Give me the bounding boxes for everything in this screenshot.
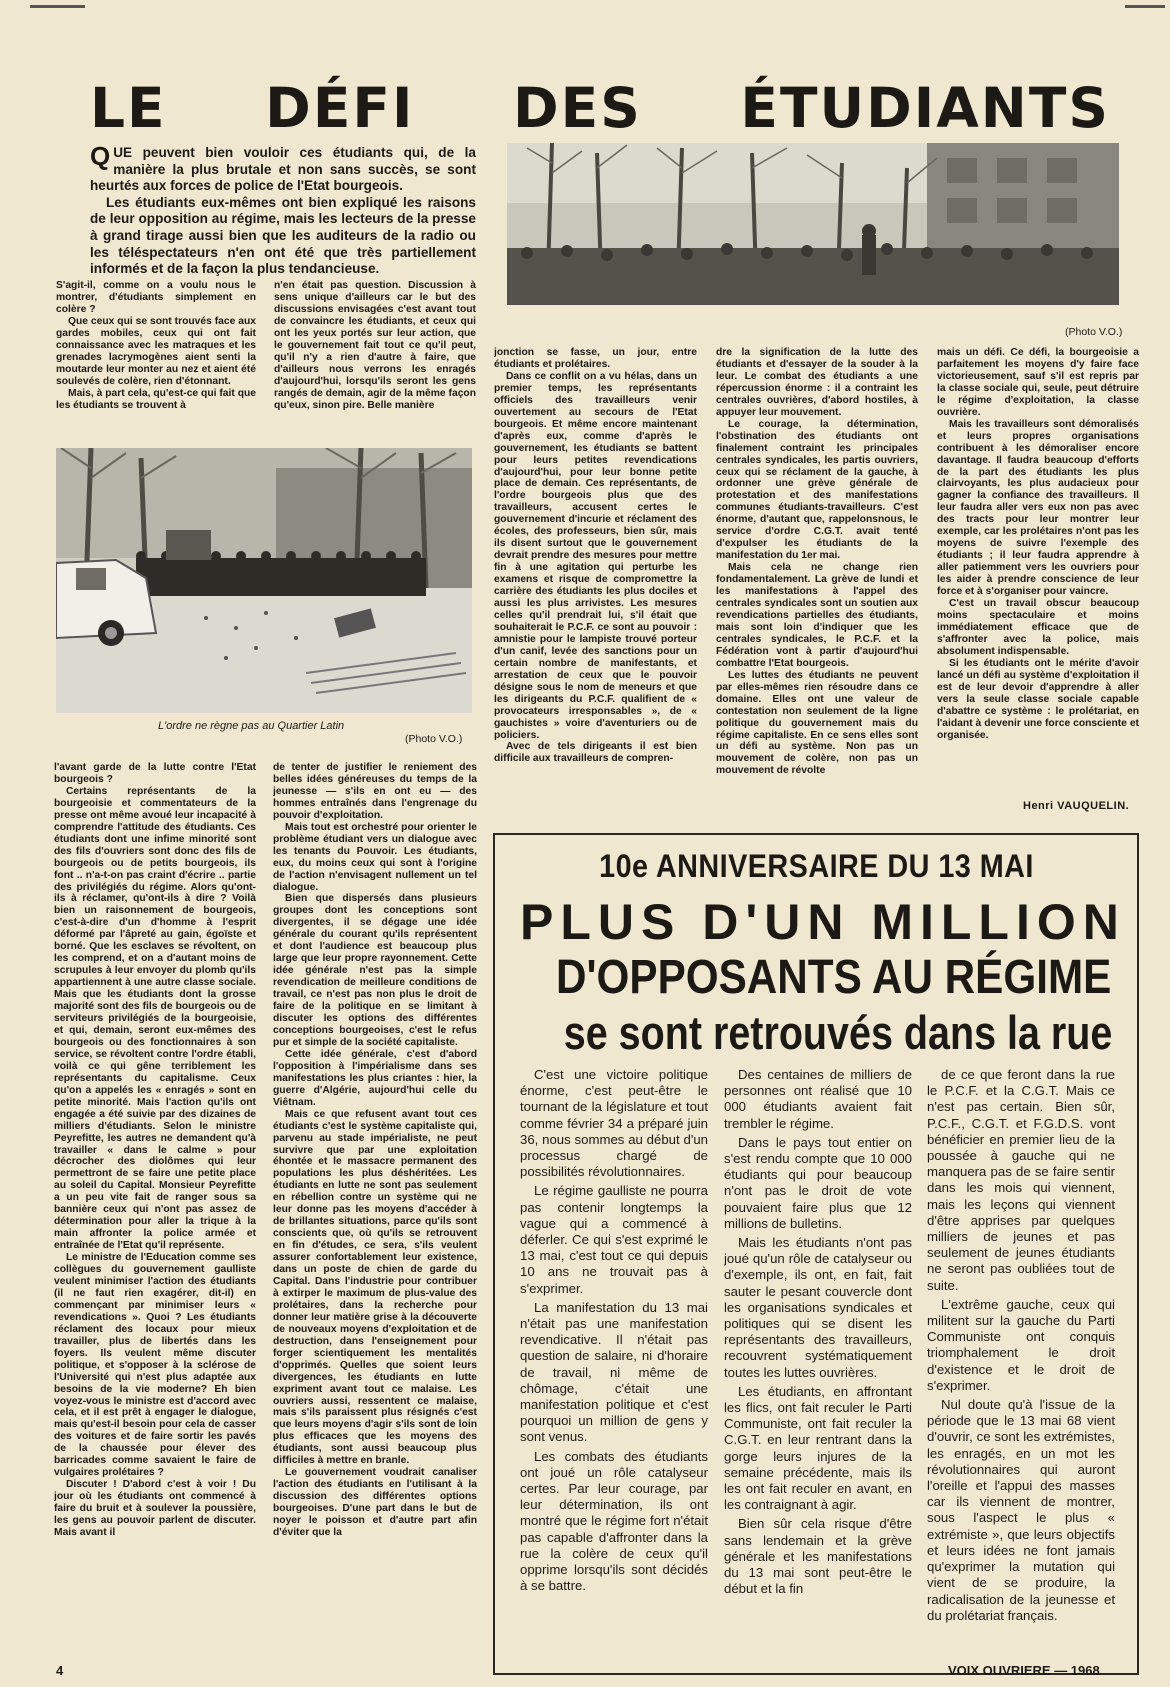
- paragraph: de tenter de justifier le reniement des belles idées généreuses du temps de la jeunesse — s'ils en ont eu — des hommes entraînés dans l'engrenage du pouvoir d'exploitation.: [273, 762, 477, 821]
- crowd-photo: [507, 143, 1119, 305]
- paragraph: C'est une victoire politique énorme, c'est peut-être le tournant de la législature et tout comme février 34 a préparé juin 36, nous sommes au début d'un processus chargé de possibilités révolutionnaires.: [520, 1067, 708, 1180]
- paragraph: dre la signification de la lutte des étudiants et d'essayer de la souder à la leur. Le combat des étudiants a une répercussion énorme : il a contraint les centrales ouvrières, d'abord hostiles, à appuyer leur mouvement.: [716, 347, 918, 418]
- paragraph: C'est un travail obscur beaucoup moins spectaculaire et moins immédiatement efficace que de s'affronter avec la police, mais absolument indispensable.: [937, 598, 1139, 657]
- paragraph: Les étudiants, en affrontant les flics, ont fait reculer le Parti Communiste, ont fait reculer la C.G.T. en leur rentrant dans la gorge leurs injures de la semaine précédente, mais ils les ont fait reculer en avant, en les contraignant à agir.: [724, 1383, 912, 1513]
- lead-paragraphs: [90, 141, 476, 278]
- paragraph: Mais ce que refusent avant tout ces étudiants c'est le système capitaliste qui, parvenu au stade impérialiste, ne peut survivre que par une exploitation éhontée et le massacre permanent des populations les plus déshéritées. Les étudiants en lutte ne sont pas seulement en rébellion contre un système qui ne leur donne pas les moyens d'accéder à de brillantes situations, parce qu'ils sont conscients que, où qu'ils se retrouvent en fin d'études, ce sera, s'ils veulent assurer confortablement leur existence, dans un poste de chien de garde du Capital. Dans l'industrie pour contribuer à extirper le maximum de plus-value des prolétaires, dans la recherche pour donner leur matière grise à la découverte de nouveaux moyens d'exploitation et de destruction, dans l'enseignement pour forger scientiquement les mentalités d'opprimés. Quelles que soient leurs divergences, les étudiants en lutte expriment avant tout ce malaise. Les ouvriers aussi, ressentent ce malaise, mais s'ils paraissent plus résignés c'est que leurs moyens d'agir s'ils sont de loin plus efficaces que les moyens des étudiants, sont aussi beaucoup plus difficiles à mettre en branle.: [273, 1108, 477, 1467]
- paragraph: Dans ce conflit on a vu hélas, dans un premier temps, les représentants officiels des travailleurs venir ouvertement au secours de l'Etat bourgeois. Et même encore maintenant d'après eux, comme d'après le gouvernement, les étudiants se battent pour leurs petites revendications d'aujourd'hui, pour leur bonne petite place de demain. Ces représentants, de l'ordre bourgeois plus que des travailleurs, accusent certes le gouvernement d'incurie et réclament des écoles, des professeurs, bien sûr, mais ils disent surtout que le gouvernement devrait prendre des mesures pour mettre fin à une agitation qui perturbe les examens et risque de compromettre la carrière des étudiants les plus dociles et aussi les plus arrivistes. Les mesures celles qu'il prendrait lui, s'il était que souhaiterait le P.C.F. ce sont au pouvoir : amnistie pour le lampiste trouvé porteur d'un canif, levée des sanctions pour un certain nombre de manifestants, et arrestation de ceux que le pouvoir désigne sous le nom de meneurs et que les dirigeants du P.C.F. qualifient de « provocateurs irresponsables », de « gauchistes » voire d'aventuriers ou de policiers.: [494, 370, 697, 741]
- paragraph: Le ministre de l'Education comme ses collègues du gouvernement gaulliste veulent minimiser l'action des étudiants (il ne faut rien exagérer, dit-il) en commençant par minimiser leurs « revendications ». Quoi ? Les étudiants réclament des locaux pour mieux travailler, plus de libertés dans les foyers. Ils veulent même discuter politique, et s'opposer à la sclérose de l'Université qui n'est plus adaptée aux besoins de la vie moderne? Eh bien voyez-vous le ministre est d'accord avec cela, et il est prêt à engager le dialogue, mais qu'est-il besoin pour cela de casser des voitures et de faire sortir les pavés de la chaussée pour élever des barricades comme savaient le faire de vulgaires prolétaires ?: [54, 1252, 256, 1479]
- title-word: DÉFI: [265, 76, 415, 140]
- article-col-4: [273, 762, 477, 1647]
- paragraph: Mais cela ne change rien fondamentalement. La grève de lundi et les manifestations à l'appel des centrales syndicales sont un soutien aux revendications partielles des étudiants, mais sont loin d'indiquer que les centrales syndicales, le P.C.F. et la Fédération vont à partir d'aujourd'hui combattre l'Etat bourgeois.: [716, 562, 918, 669]
- paragraph: Les luttes des étudiants ne peuvent par elles-mêmes rien résoudre dans ce domaine. Elles ont une valeur de contestation non seulement de la ligne politique du gouvernement mais du régime capitaliste. En ce sens elles sont un défi au système. Non pas un mouvement de colère, non pas un mouvement de révolte: [716, 669, 918, 777]
- paragraph: Mais les étudiants n'ont pas joué qu'un rôle de catalyseur ou d'exemple, ils ont, en fait, fait sauter le pesant couvercle dont les organisations syndicales et politiques qui se disent les représentants des travailleurs, recouvrent systématiquement toutes les luttes ouvrières.: [724, 1235, 912, 1380]
- author-signature: Henri VAUQUELIN.: [1023, 800, 1130, 812]
- paragraph: Bien sûr cela risque d'être sans lendemain et la grève générale et les manifestations du 13 mai sont peut-être le début et la fin: [724, 1516, 912, 1597]
- photo-caption: L'ordre ne règne pas au Quartier Latin: [158, 720, 345, 732]
- top-photo-credit: (Photo V.O.): [1065, 326, 1123, 338]
- left-photo-credit: (Photo V.O.): [405, 733, 463, 745]
- box-col-3: [927, 1067, 1115, 1667]
- top-rule-right: [1125, 5, 1165, 8]
- paragraph: Discuter ! D'abord c'est à voir ! Du jour où les étudiants ont commencé à faire du bruit et à soulever la poussière, les gens au pouvoir parlent de discuter. Mais avant il: [54, 1479, 256, 1538]
- paragraph: Le régime gaulliste ne pourra pas contenir longtemps la vague qui a commencé à déferler. Ce qui s'est exprimé le 13 mai, c'est tout ce qui depuis 10 ans ne trouvait pas à s'exprimer.: [520, 1183, 708, 1296]
- top-rule-left: [30, 5, 85, 8]
- box-col-1: [520, 1067, 708, 1667]
- paragraph: Le gouvernement voudrait canaliser l'action des étudiants en l'utilisant à la discussion des différentes options bourgeoises. D'une part dans le but de noyer le poisson et d'autre part afin d'éviter que la: [273, 1467, 477, 1538]
- paragraph: Le courage, la détermination, l'obstination des étudiants ont finalement contraint les principales centrales syndicales, les partis ouvriers, ceux qui se réclament de la gauche, à ordonner une grève générale de protestation et des manifestations communes étudiants-travailleurs. C'est énorme, d'autant que, rappelonsnous, le service d'ordre C.G.T. avait tenté d'expulser les étudiants de la manifestation du 1er mai.: [716, 418, 918, 562]
- title-word: LE: [90, 76, 167, 140]
- title-word: ÉTUDIANTS: [740, 76, 1110, 140]
- article-col-2: [274, 280, 476, 430]
- paragraph: l'avant garde de la lutte contre l'Etat bourgeois ?: [54, 762, 256, 785]
- paragraph: S'agit-il, comme on a voulu nous le montrer, d'étudiants simplement en colère ?: [56, 280, 256, 315]
- page-number: 4: [56, 1663, 64, 1678]
- article-col-3: [54, 762, 256, 1647]
- paragraph: L'extrême gauche, ceux qui militent sur la gauche du Parti Communiste ont conquis triomphalement le droit d'existence et le droit de s'exprimer.: [927, 1296, 1115, 1393]
- police-photo-image: [56, 448, 472, 713]
- lead-p1: [90, 141, 476, 195]
- paragraph: mais un défi. Ce défi, la bourgeoisie a parfaitement les moyens d'y faire face victorieusement, sauf s'il est repris par la classe sociale qui, seule, peut détruire le régime d'exploitation, la classe ouvrière.: [937, 347, 1139, 418]
- paragraph: Cette idée générale, c'est d'abord l'opposition à l'impérialisme dans ses manifestations les plus criantes : hier, la guerre d'Algérie, aujourd'hui celle du Viêtnam.: [273, 1048, 477, 1108]
- paragraph: Bien que dispersés dans plusieurs groupes dont les conceptions sont divergentes, il se dégage une idée générale du courant qu'ils représentent et dont l'audience est beaucoup plus large que leur propre rayonnement. Cette idée générale n'est pas la simple revendication de meilleure conditions de travail, ce n'est pas non plus le droit de faire de la politique en se limitant à discuter les options des différentes conceptions bourgeoises, c'est le refus pur et simple de la société capitaliste.: [273, 893, 477, 1048]
- paragraph: Dans le pays tout entier on s'est rendu compte que 10 000 étudiants qui pour beaucoup n'ont pas le droit de vote pouvaient faire plus que 12 millions de bulletins.: [724, 1134, 912, 1231]
- page-title: [90, 78, 1110, 138]
- paragraph: Que ceux qui se sont trouvés face aux gardes mobiles, ceux qui ont fait connaissance avec les matraques et les grenades lacrymogènes aient senti la moutarde leur monter au nez et aient été soulevés de colère, rien d'étonnant.: [56, 315, 256, 387]
- lead-text-1: UE peuvent bien vouloir ces étudiants qui, de la manière la plus brutale et non sans succès, se sont heurtés aux forces de police de l'Etat bourgeois.: [90, 145, 476, 194]
- box-kicker: 10e ANNIVERSAIRE DU 13 MAI: [599, 848, 1034, 884]
- article-col-5: [494, 347, 697, 817]
- paragraph: Avec de tels dirigeants il est bien difficile aux travailleurs de compren-: [494, 741, 697, 765]
- paragraph: Mais tout est orchestré pour orienter le problème étudiant vers un dialogue avec les tenants du Pouvoir. Les étudiants, eux, du moins ceux qui sont à l'origine de l'action n'envisagent nullement un tel dialogue.: [273, 821, 477, 893]
- paragraph: n'en était pas question. Discussion à sens unique d'ailleurs car le but des discussions envisagées c'est avant tout de convaincre les étudiants, et ceux qui ont les yeux portés sur leur action, que le gouvernement fait tout ce qu'il peut, qu'il n'y a rien d'autre à faire, que d'ailleurs nous verrons les enragés d'aujourd'hui, lorsqu'ils seront les gens rangés de demain, agir de la même façon qu'eux, sinon pire. Belle manière: [274, 280, 476, 411]
- box-headline-2: D'OPPOSANTS AU RÉGIME: [556, 951, 1112, 1004]
- lead-text-2: Les étudiants eux-mêmes ont bien expliqué les raisons de leur opposition au régime, mais les lecteurs de la presse à grand tirage aussi bien que les auditeurs de la radio ou les téléspectateurs n'en ont été que très partiellement informés et de la façon la plus tendancieuse.: [90, 194, 476, 277]
- crowd-photo-image: [507, 143, 1119, 305]
- publication-footer: VOIX OUVRIERE — 1968: [948, 1663, 1100, 1678]
- paragraph: jonction se fasse, un jour, entre étudiants et prolétaires.: [494, 347, 697, 370]
- police-photo: [56, 448, 472, 713]
- box-headline-3: se sont retrouvés dans la rue: [563, 1006, 1113, 1059]
- paragraph: La manifestation du 13 mai n'était pas une manifestation revendicative. Il n'était pas question de salaire, ni d'horaire de travail, ni même de chômage, c'était une manifestation politique et c'est pourquoi un million de gens y sont venus.: [520, 1299, 708, 1445]
- box-col-2: [724, 1067, 912, 1667]
- paragraph: Les combats des étudiants ont joué un rôle catalyseur certes. Par leur courage, par leur détermination, ils ont montré que le régime fort n'était pas capable d'affronter dans la rue la colère de ceux qu'il opprime lorsqu'ils sont décidés à se battre.: [520, 1448, 708, 1594]
- paragraph: Mais, à part cela, qu'est-ce qui fait que les étudiants se trouvent à: [56, 387, 256, 411]
- paragraph: Si les étudiants ont le mérite d'avoir lancé un défi au système d'exploitation il est de leur devoir d'apprendre à aller vers la seule classe sociale capable d'abattre ce système : le prolétariat, en l'aidant à devenir une force consciente et organisée.: [937, 657, 1139, 741]
- article-col-6: [716, 347, 918, 817]
- paragraph: Nul doute qu'à l'issue de la période que le 13 mai 68 vient d'ouvrir, ce sont les extrémistes, les enragés, en un mot les révolutionnaires qui auront l'oreille et l'appui des masses car ils viennent de montrer, sous l'aspect le plus « extrémiste », que leurs objectifs et leurs idées ne font jamais qu'exprimer la mutation qui vient de se produire, la radicalisation de la jeunesse et du prolétariat français.: [927, 1397, 1115, 1623]
- paragraph: Mais les travailleurs sont démoralisés et leurs propres organisations contribuent à les démoraliser encore davantage. Il faudra beaucoup d'efforts de la part des étudiants les plus clairvoyants, les plus audacieux pour gagner la confiance des travailleurs. Il leur faudra aller vers eux non pas avec des tracts pour leur montrer leur exemple, car les prolétaires n'ont pas les moyens de suivre l'exemple des étudiants ; il leur faudra apprendre à aller patiemment vers les ouvriers pour les aider à prendre conscience de leur force et à s'organiser pour vaincre.: [937, 418, 1139, 598]
- paragraph: Certains représentants de la bourgeoisie et commentateurs de la presse ont même avoué leur incapacité à comprendre l'attitude des étudiants. Ces étudiants dont une infime minorité sont des fils d'ouvriers sont donc des fils de bourgeois ou de petits bourgeois, ils font .. n'a-t-on pas craint d'écrire .. partie des privilégiés du régime. Alors qu'ont-ils à réclamer, qu'ont-ils à dire ? Voilà bien un raisonnement de bourgeois, c'est-à-dire d'un d'homme à l'esprit déformé par l'âpreté au gain, égoïste et borné. Que les esclaves se révoltent, on les comprend, et on a d'autant moins de scrupules à leur envoyer du plomb qu'ils appartiennent à une autre classe sociale. Mais que les étudiants dont la grosse majorité sont des fils de bourgeois ou de serviteurs privilégiés de la bourgeoisie, et qui, demain, seront eux-mêmes des bourgeois ou des fonctionnaires à son service, se révoltent contre l'ordre établi, voilà ce qui gêne terriblement les représentants du capitalisme. Ceux qu'on a appelés les « enragés » sont en petite minorité. Mais l'action qu'ils ont engagée a été suivie par des dizaines de milliers d'étudiants. Selon le ministre Peyrefitte, les autres ne demandent qu'à travailler « dans le calme » pour décrocher des diolômes qui leur permettront de se faire une petite place au soleil du Capital. Monsieur Peyrefitte a un peu vite fait de ranger sous sa bannière ceux qui n'ont pas assez de détermination pour aller la trique à la main affronter la police armée et entraînée de l'Etat qu'il représente.: [54, 785, 256, 1252]
- article-col-1: [56, 280, 256, 420]
- title-word: DES: [512, 76, 642, 140]
- box-headline-1: PLUS D'UN MILLION: [520, 894, 1126, 950]
- article-col-7: [937, 347, 1139, 797]
- drop-cap: Q: [90, 141, 111, 171]
- paragraph: de ce que feront dans la rue le P.C.F. et la C.G.T. Mais ce n'est pas certain. Bien sûr, P.C.F., C.G.T. et F.G.D.S. vont bénéficier en premier lieu de la poussée à gauche qui ne manquera pas de se faire sentir dans les mois qui viennent, mais les leçons qui viennent d'être apprises par quelques milliers de jeunes et pas seulement de jeunes étudiants ne seront pas oubliées tout de suite.: [927, 1067, 1115, 1293]
- paragraph: Des centaines de milliers de personnes ont réalisé que 10 000 étudiants avaient fait trembler le régime.: [724, 1067, 912, 1131]
